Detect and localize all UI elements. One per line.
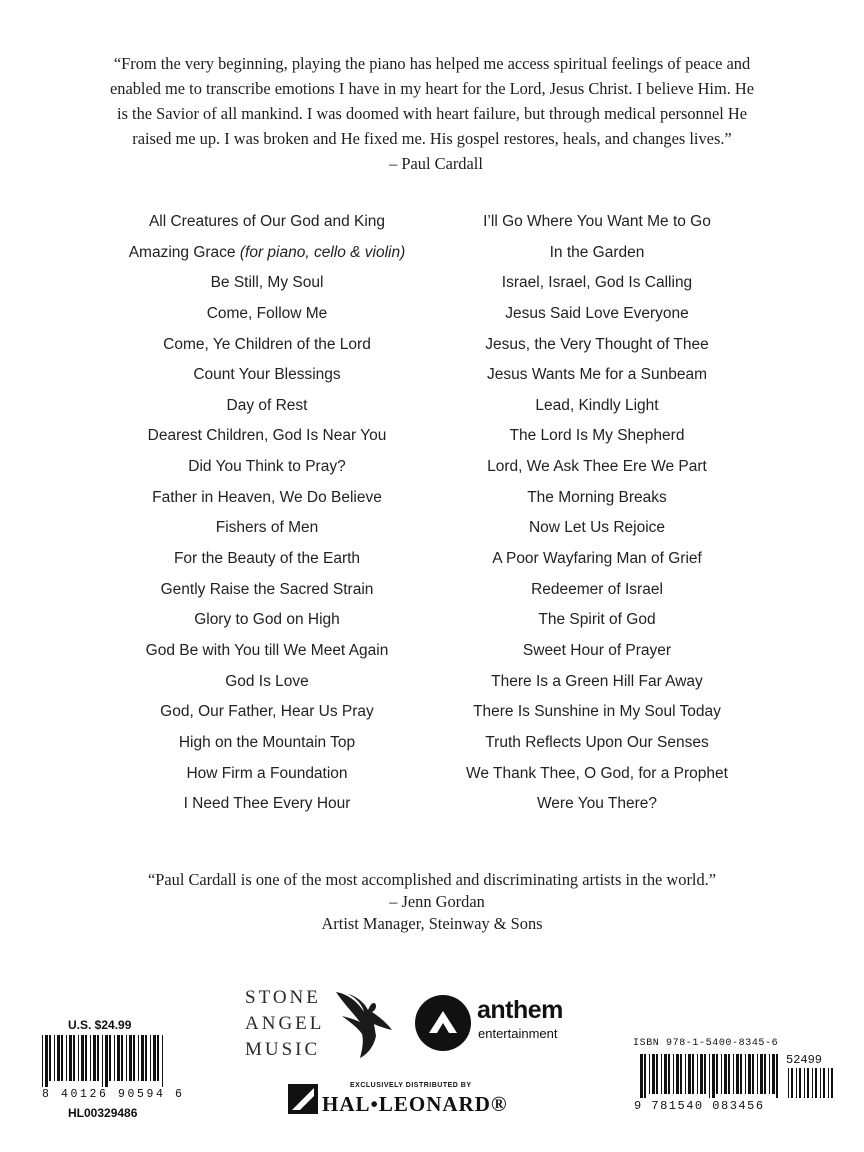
barcode-bar [73,1035,75,1081]
song-title-text: Sweet Hour of Prayer [522,641,672,659]
song-title-text: Did You Think to Pray? [188,458,346,476]
logo-word: MUSIC [245,1039,321,1060]
barcode-bar [85,1035,87,1081]
quote-attribution: – Paul Cardall [389,154,483,173]
song-title [432,606,762,637]
song-title [432,760,762,791]
song-title-text: High on the Mountain Top [178,733,356,751]
barcode-bar [45,1035,48,1087]
song-title [432,729,762,760]
song-title [432,514,762,545]
barcode-bar [42,1035,43,1087]
isbn-price-code: 52499 [786,1053,823,1067]
barcode-bar [760,1054,763,1094]
song-title [102,422,432,453]
barcode-bar [49,1035,51,1081]
song-title [432,698,762,729]
barcode-bar [661,1054,662,1094]
barcode-bar [776,1054,778,1098]
isbn-label: ISBN 978-1-5400-8345-6 [633,1038,779,1049]
song-title [102,392,432,423]
song-title [102,484,432,515]
song-title [102,239,432,270]
stone-angel-music-logo [245,985,324,1063]
song-title-text: How Firm a Foundation [186,764,348,782]
song-title-text: Jesus, the Very Thought of Thee [485,335,709,353]
barcode-bar [697,1054,698,1094]
song-title [102,760,432,791]
anthem-name: anthem [477,996,563,1024]
barcode-bar [652,1054,655,1094]
barcode-bar [685,1054,686,1094]
barcode-bar [772,1054,775,1094]
song-title [432,239,762,270]
song-title [432,453,762,484]
price-label: U.S. $24.99 [68,1018,132,1032]
barcode-bar [668,1054,670,1094]
product-code: HL00329486 [68,1106,138,1120]
song-title [432,392,762,423]
song-title-text: God, Our Father, Hear Us Pray [160,703,374,721]
barcode-bar [129,1035,132,1081]
barcode-bar [105,1035,108,1087]
barcode-bar [141,1035,144,1081]
song-title-text: Were You There? [536,795,658,813]
song-title-text: God Be with You till We Meet Again [145,641,389,659]
quote-line: enabled me to transcribe emotions I have in my heart for the Lord, Jesus Christ. I believe Him. He [109,79,755,98]
song-title-text: Redeemer of Israel [531,580,663,598]
hal-leonard-name: HAL•LEONARD® [322,1092,508,1116]
barcode-bar [757,1054,758,1094]
song-title-text: There Is Sunshine in My Soul Today [473,703,721,721]
barcode-bar [733,1054,734,1094]
barcode-addon-bar [796,1068,797,1098]
logo-word: ANGEL [245,1013,325,1034]
song-title-text: Truth Reflects Upon Our Senses [485,733,709,751]
upc-digits: 8 40126 90594 6 [42,1088,185,1101]
barcode-bar [769,1054,770,1094]
song-title-text: Israel, Israel, God Is Calling [501,274,693,292]
song-title [432,422,762,453]
barcode-bar [676,1054,679,1094]
song-title [102,545,432,576]
song-title-text: All Creatures of Our God and King [148,213,386,230]
song-title-text: Gently Raise the Sacred Strain [160,580,374,598]
barcode-addon-bar [823,1068,825,1098]
barcode-bar [57,1035,60,1081]
barcode-bar [644,1054,646,1098]
song-title [432,637,762,668]
song-list-left [102,208,432,821]
song-title [102,300,432,331]
logo-word: STONE [245,987,321,1008]
barcode-bar [153,1035,156,1081]
barcode-bar [93,1035,96,1081]
quote-author-title: Artist Manager, Steinway & Sons [321,914,543,933]
barcode-bar [69,1035,72,1081]
barcode-bar [692,1054,694,1094]
song-title-text: We Thank Thee, O God, for a Prophet [466,764,728,782]
song-title-text: Lord, We Ask Thee Ere We Part [487,458,707,476]
barcode-bar [664,1054,667,1094]
barcode-bar [54,1035,55,1081]
song-title [102,637,432,668]
barcode-bar [78,1035,79,1081]
barcode-bar [752,1054,754,1094]
barcode-bar [126,1035,127,1081]
barcode-bar [748,1054,751,1094]
song-title [102,208,432,239]
barcode-bar [66,1035,67,1081]
barcode-bar [709,1054,710,1098]
song-title [102,606,432,637]
barcode-bar [121,1035,123,1081]
barcode-bar [133,1035,135,1081]
barcode-bar [721,1054,722,1094]
song-title [102,361,432,392]
song-title-text: Come, Follow Me [206,304,328,322]
quote-line: is the Savior of all mankind. I was doomed with heart failure, but through medical personnel He [117,104,747,123]
barcode-bar [157,1035,159,1081]
barcode-bar [736,1054,739,1094]
barcode-bar [656,1054,658,1094]
barcode-bar [649,1054,650,1094]
barcode-bar [712,1054,715,1098]
barcode-addon-bar [791,1068,793,1098]
song-instrumentation-note: (for piano, cello & violin) [239,243,406,261]
barcode-bar [764,1054,766,1094]
barcode-bar [673,1054,674,1094]
song-title-text: Fishers of Men [215,519,319,537]
barcode-bar [138,1035,139,1081]
barcode-bar [90,1035,91,1081]
quote-line: raised me up. I was broken and He fixed me. His gospel restores, heals, and changes lives.” [132,129,732,148]
song-title-text: A Poor Wayfaring Man of Grief [492,550,702,568]
song-title-text: The Morning Breaks [527,488,667,506]
barcode-addon-bar [799,1068,801,1098]
song-title-text: Amazing Grace [128,243,236,261]
song-title [102,576,432,607]
song-title-text: Now Let Us Rejoice [528,519,666,537]
song-title [432,790,762,821]
song-title [432,545,762,576]
barcode-addon-bar [812,1068,813,1098]
song-list-right [432,208,762,821]
song-title-text: Dearest Children, God Is Near You [147,427,387,445]
closing-quote [0,869,864,935]
hal-leonard-mark-icon [288,1084,318,1114]
barcode-addon-bar [807,1068,809,1098]
song-title-text: Jesus Said Love Everyone [505,304,689,322]
song-title [102,698,432,729]
song-title [102,331,432,362]
opening-quote [0,51,864,176]
isbn-digits: 9 781540 083456 [634,1099,765,1113]
quote-attribution: – Jenn Gordan [389,892,485,911]
song-title-text: Jesus Wants Me for a Sunbeam [487,366,707,384]
song-title-text: I Need Thee Every Hour [183,795,351,813]
song-title-text: I’ll Go Where You Want Me to Go [483,213,711,230]
upc-barcode [42,1035,170,1087]
song-title-text: Come, Ye Children of the Lord [163,335,371,353]
barcode-bar [150,1035,151,1081]
barcode-bar [700,1054,703,1094]
barcode-bar [102,1035,103,1087]
angel-icon [334,988,396,1060]
barcode-bar [117,1035,120,1081]
song-title [432,269,762,300]
anthem-subtitle: entertainment [478,1026,558,1041]
song-title [432,331,762,362]
song-title-text: In the Garden [549,243,645,261]
barcode-bar [680,1054,682,1094]
barcode-bar [716,1054,718,1094]
song-title-text: Glory to God on High [194,611,340,629]
barcode-bar [109,1035,111,1081]
barcode-addon-bar [804,1068,805,1098]
song-title [432,576,762,607]
song-title [432,300,762,331]
song-title [102,729,432,760]
barcode-bar [704,1054,706,1094]
song-title-text: God Is Love [225,672,309,690]
song-title [102,269,432,300]
song-title [102,668,432,699]
song-title [432,668,762,699]
song-title-text: Count Your Blessings [193,366,341,384]
barcode-bar [688,1054,691,1094]
barcode-bar [81,1035,84,1081]
barcode-bar [114,1035,115,1081]
barcode-bar [145,1035,147,1081]
barcode-bar [97,1035,99,1081]
anthem-mark-icon [415,995,471,1051]
song-title [432,484,762,515]
barcode-bar [61,1035,63,1081]
barcode-bar [162,1035,163,1087]
quote-text: “Paul Cardall is one of the most accomplished and discriminating artists in the world.” [147,870,717,889]
barcode-addon-bar [815,1068,817,1098]
song-title-text: There Is a Green Hill Far Away [491,672,703,690]
barcode-addon-bar [820,1068,821,1098]
barcode-addon-bar [831,1068,833,1098]
quote-line: “From the very beginning, playing the piano has helped me access spiritual feelings of peace and [113,54,751,73]
barcode-bar [728,1054,730,1094]
barcode-bar [640,1054,643,1098]
song-title [102,453,432,484]
song-title-text: Day of Rest [226,396,308,414]
distribution-label: EXCLUSIVELY DISTRIBUTED BY [350,1082,472,1089]
song-title [102,790,432,821]
song-title [102,514,432,545]
song-title-text: The Spirit of God [538,611,656,629]
song-title-text: Be Still, My Soul [210,274,324,292]
barcode-bar [745,1054,746,1094]
song-title-text: The Lord Is My Shepherd [509,427,685,445]
barcode-bar [724,1054,727,1094]
barcode-addon-bar [828,1068,829,1098]
song-title-text: Lead, Kindly Light [535,396,659,414]
song-title-text: For the Beauty of the Earth [173,550,361,568]
song-title-text: Father in Heaven, We Do Believe [152,488,382,506]
song-title [432,361,762,392]
barcode-bar [740,1054,742,1094]
barcode-addon-bar [788,1068,789,1098]
song-title [432,208,762,239]
